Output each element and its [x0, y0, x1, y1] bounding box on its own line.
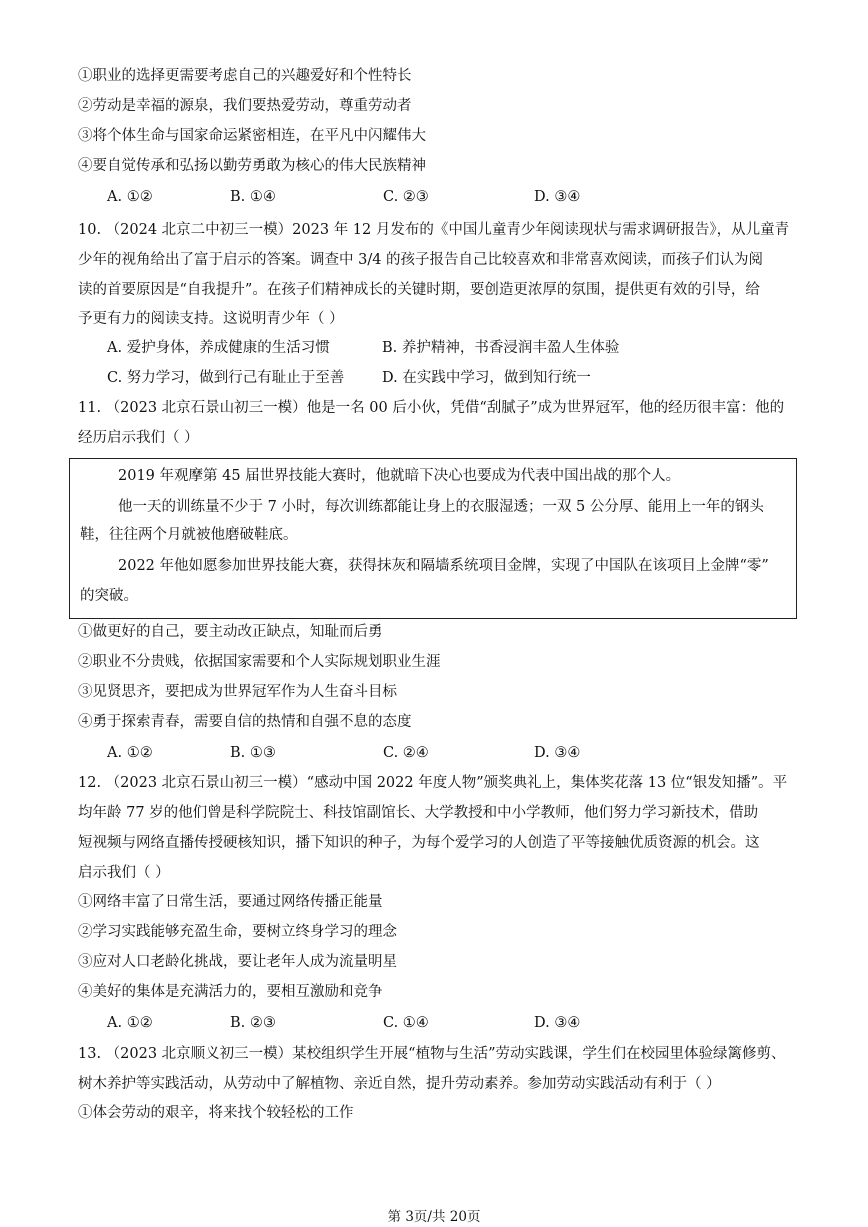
q9-option-a[interactable]: A. ①② — [107, 189, 153, 205]
q11-stem-line-1: 11. （2023 北京石景山初三一模）他是一名 00 后小伙，凭借“刮腻子”成为世界冠军，他的经历很丰富：他的 — [78, 400, 785, 416]
q9-statement-1: ①职业的选择更需要考虑自己的兴趣爱好和个性特长 — [78, 68, 412, 84]
q11-statement-1: ①做更好的自己，要主动改正缺点，知耻而后勇 — [78, 624, 383, 640]
q12-options — [0, 1013, 868, 1033]
q10-stem-line-4: 予更有力的阅读支持。这说明青少年（ ） — [78, 311, 344, 327]
q9-statement-2: ②劳动是幸福的源泉，我们要热爱劳动，尊重劳动者 — [78, 98, 412, 114]
q11-material-para-2: 他一天的训练量不少于 7 小时，每次训练都能让身上的衣服湿透；一双 5 公分厚、能用上一年的钢头 — [118, 499, 764, 515]
q11-material-para-3-cont: 的突破。 — [80, 588, 138, 604]
q11-option-a[interactable]: A. ①② — [107, 745, 153, 761]
q11-statement-3: ③见贤思齐，要把成为世界冠军作为人生奋斗目标 — [78, 684, 397, 700]
q12-statement-2: ②学习实践能够充盈生命，要树立终身学习的理念 — [78, 924, 397, 940]
q12-statement-1: ①网络丰富了日常生活，要通过网络传播正能量 — [78, 894, 383, 910]
q13-stem-line-1: 13. （2023 北京顺义初三一模）某校组织学生开展“植物与生活”劳动实践课，学生们在校园里体验绿篱修剪、 — [78, 1046, 786, 1062]
q11-statement-4: ④勇于探索青春，需要自信的热情和自强不息的态度 — [78, 714, 412, 730]
q12-stem-line-1: 12. （2023 北京石景山初三一模）“感动中国 2022 年度人物”颁奖典礼上，集体奖花落 13 位“银发知播”。平 — [78, 775, 788, 791]
q11-material-para-3: 2022 年他如愿参加世界技能大赛，获得抹灰和隔墙系统项目金牌，实现了中国队在该项目上金牌“零” — [118, 558, 769, 574]
q10-stem-line-3: 读的首要原因是“自我提升”。在孩子们精神成长的关键时期，要创造更浓厚的氛围，提供更有效的引导，给 — [78, 282, 760, 298]
q10-stem-line-2: 少年的视角给出了富于启示的答案。调查中 3/4 的孩子报告自己比较喜欢和非常喜欢阅读，而孩子们认为阅 — [78, 252, 764, 268]
q12-statement-4: ④美好的集体是充满活力的，要相互激励和竞争 — [78, 984, 383, 1000]
q11-option-c[interactable]: C. ②④ — [383, 745, 429, 761]
q9-option-b[interactable]: B. ①④ — [230, 189, 276, 205]
q11-option-d[interactable]: D. ③④ — [534, 745, 581, 761]
q9-options — [0, 187, 868, 207]
q12-option-c[interactable]: C. ①④ — [383, 1015, 429, 1031]
q10-stem-line-1: 10. （2024 北京二中初三一模）2023 年 12 月发布的《中国儿童青少年阅读现状与需求调研报告》，从儿童青 — [78, 222, 790, 238]
q11-statement-2: ②职业不分贵贱，依据国家需要和个人实际规划职业生涯 — [78, 654, 441, 670]
q11-option-b[interactable]: B. ①③ — [230, 745, 276, 761]
q11-stem-line-2: 经历启示我们（ ） — [78, 430, 199, 446]
q10-options-row-1 — [0, 338, 868, 358]
q13-stem-line-2: 树木养护等实践活动，从劳动中了解植物、亲近自然，提升劳动素养。参加劳动实践活动有利于（ ） — [78, 1076, 721, 1092]
q12-stem-line-2: 均年龄 77 岁的他们曾是科学院院士、科技馆副馆长、大学教授和中小学教师，他们努力学习新技术，借助 — [78, 805, 759, 821]
q12-option-a[interactable]: A. ①② — [107, 1015, 153, 1031]
q9-option-d[interactable]: D. ③④ — [534, 189, 581, 205]
q10-option-a[interactable]: A. 爱护身体，养成健康的生活习惯 — [107, 340, 330, 356]
q10-option-b[interactable]: B. 养护精神，书香浸润丰盈人生体验 — [382, 340, 620, 356]
q9-statement-4: ④要自觉传承和弘扬以勤劳勇敢为核心的伟大民族精神 — [78, 158, 426, 174]
q9-statement-3: ③将个体生命与国家命运紧密相连，在平凡中闪耀伟大 — [78, 128, 426, 144]
q10-option-c[interactable]: C. 努力学习，做到行己有耻止于至善 — [107, 370, 345, 386]
q12-statement-3: ③应对人口老龄化挑战，要让老年人成为流量明星 — [78, 954, 397, 970]
q12-option-b[interactable]: B. ②③ — [230, 1015, 276, 1031]
q12-option-d[interactable]: D. ③④ — [534, 1015, 581, 1031]
q11-options — [0, 743, 868, 763]
q11-material-para-1: 2019 年观摩第 45 届世界技能大赛时，他就暗下决心也要成为代表中国出战的那个人。 — [118, 468, 681, 484]
q9-option-c[interactable]: C. ②③ — [383, 189, 429, 205]
q10-options-row-2 — [0, 368, 868, 388]
q12-stem-line-4: 启示我们（ ） — [78, 865, 170, 881]
q10-option-d[interactable]: D. 在实践中学习，做到知行统一 — [382, 370, 591, 386]
page-number-footer: 第 3页/共 20页 — [387, 1209, 481, 1225]
q12-stem-line-3: 短视频与网络直播传授硬核知识，播下知识的种子，为每个爱学习的人创造了平等接触优质资源的机会。这 — [78, 835, 760, 851]
q13-statement-1: ①体会劳动的艰辛，将来找个较轻松的工作 — [78, 1105, 354, 1121]
q11-material-para-2-cont: 鞋，往往两个月就被他磨破鞋底。 — [80, 527, 298, 543]
